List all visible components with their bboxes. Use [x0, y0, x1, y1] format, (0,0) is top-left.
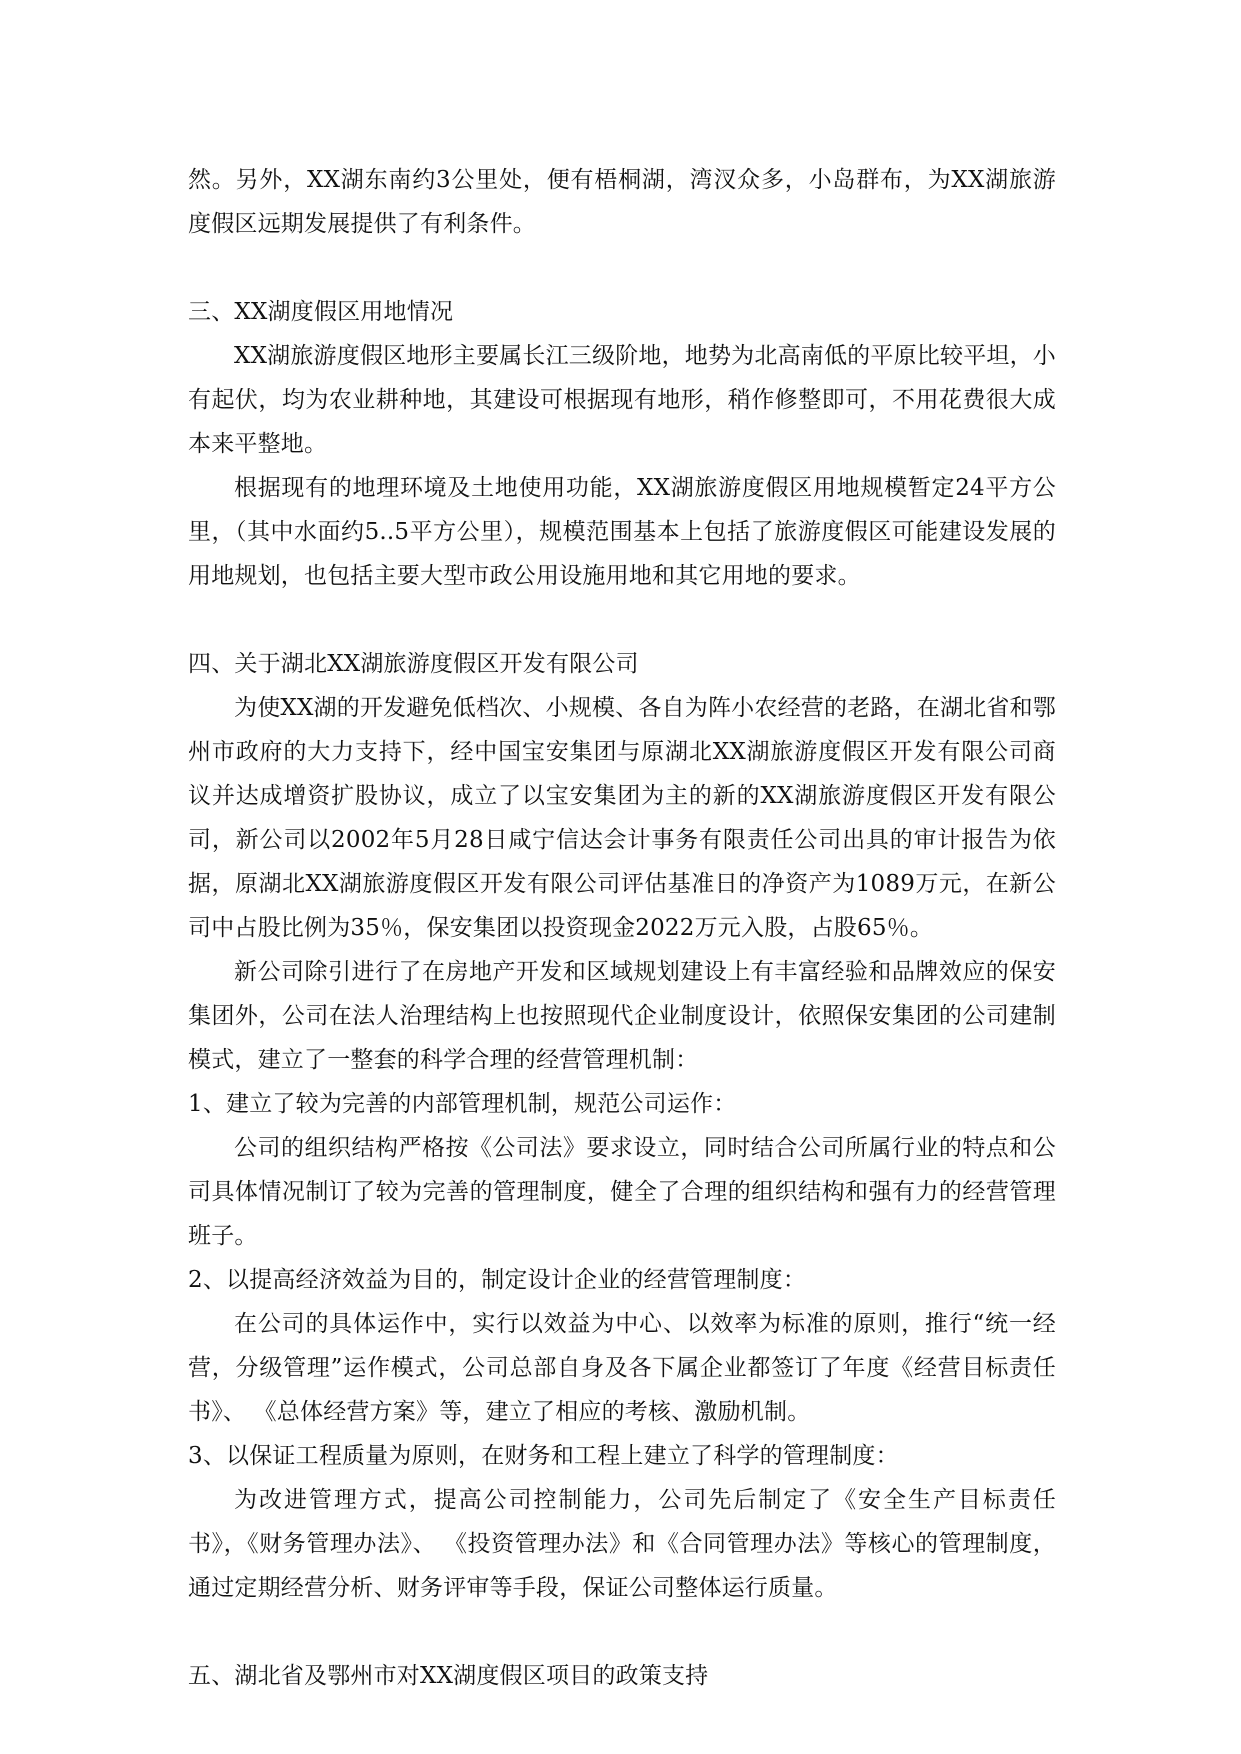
- list-item-3-body: 为改进管理方式，提高公司控制能力，公司先后制定了《安全生产目标责任书》，《财务管理办法》、 《投资管理办法》和《合同管理办法》等核心的管理制度， 通过定期经营分析、财务评审等手段，保证公司整体运行质量。: [188, 1487, 1056, 1601]
- section-gap: [188, 1610, 1056, 1654]
- section-gap: [188, 246, 1056, 290]
- list-item-2-title: 2、以提高经济效益为目的，制定设计企业的经营管理制度：: [188, 1267, 807, 1293]
- section-gap: [188, 598, 1056, 642]
- section-4-paragraph-1: 为使XX湖的开发避免低档次、小规模、各自为阵小农经营的老路，在湖北省和鄂州市政府的大力支持下，经中国宝安集团与原湖北XX湖旅游度假区开发有限公司商议并达成增资扩股协议，成立了以宝安集团为主的新的XX湖旅游度假区开发有限公司，新公司以2002年5月28日咸宁信达会计事务有限责任公司出具的审计报告为依据，原湖北XX湖旅游度假区开发有限公司评估基准日的净资产为1089万元，在新公司中占股比例为35％，保安集团以投资现金2022万元入股，占股65％。: [188, 695, 1056, 941]
- section-3-paragraph-1: XX湖旅游度假区地形主要属长江三级阶地，地势为北高南低的平原比较平坦，小有起伏，均为农业耕种地，其建设可根据现有地形，稍作修整即可，不用花费很大成本来平整地。: [188, 343, 1056, 457]
- list-item-1-title: 1、建立了较为完善的内部管理机制，规范公司运作：: [188, 1091, 737, 1117]
- intro-continuation: 然。另外，XX湖东南约3公里处，便有梧桐湖，湾汊众多，小岛群布，为XX湖旅游度假区远期发展提供了有利条件。: [188, 167, 1056, 237]
- document-body: [188, 158, 1056, 1698]
- section-5-heading: 五、湖北省及鄂州市对XX湖度假区项目的政策支持: [188, 1663, 709, 1689]
- section-4-heading: 四、关于湖北XX湖旅游度假区开发有限公司: [188, 651, 639, 677]
- section-3-heading: 三、XX湖度假区用地情况: [188, 299, 454, 325]
- section-3-paragraph-2: 根据现有的地理环境及土地使用功能，XX湖旅游度假区用地规模暂定24平方公里，（其中水面约5..5平方公里），规模范围基本上包括了旅游度假区可能建设发展的用地规划，也包括主要大型市政公用设施用地和其它用地的要求。: [188, 475, 1056, 589]
- list-item-2-body: 在公司的具体运作中，实行以效益为中心、以效率为标准的原则，推行“统一经营，分级管理”运作模式，公司总部自身及各下属企业都签订了年度《经营目标责任书》、 《总体经营方案》等，建立了相应的考核、激励机制。: [188, 1311, 1056, 1425]
- list-item-1-body: 公司的组织结构严格按《公司法》要求设立，同时结合公司所属行业的特点和公司具体情况制订了较为完善的管理制度，健全了合理的组织结构和强有力的经营管理班子。: [188, 1135, 1056, 1249]
- list-item-3-title: 3、以保证工程质量为原则，在财务和工程上建立了科学的管理制度：: [188, 1443, 899, 1469]
- section-4-paragraph-2: 新公司除引进行了在房地产开发和区域规划建设上有丰富经验和品牌效应的保安集团外，公司在法人治理结构上也按照现代企业制度设计，依照保安集团的公司建制模式，建立了一整套的科学合理的经营管理机制：: [188, 959, 1056, 1073]
